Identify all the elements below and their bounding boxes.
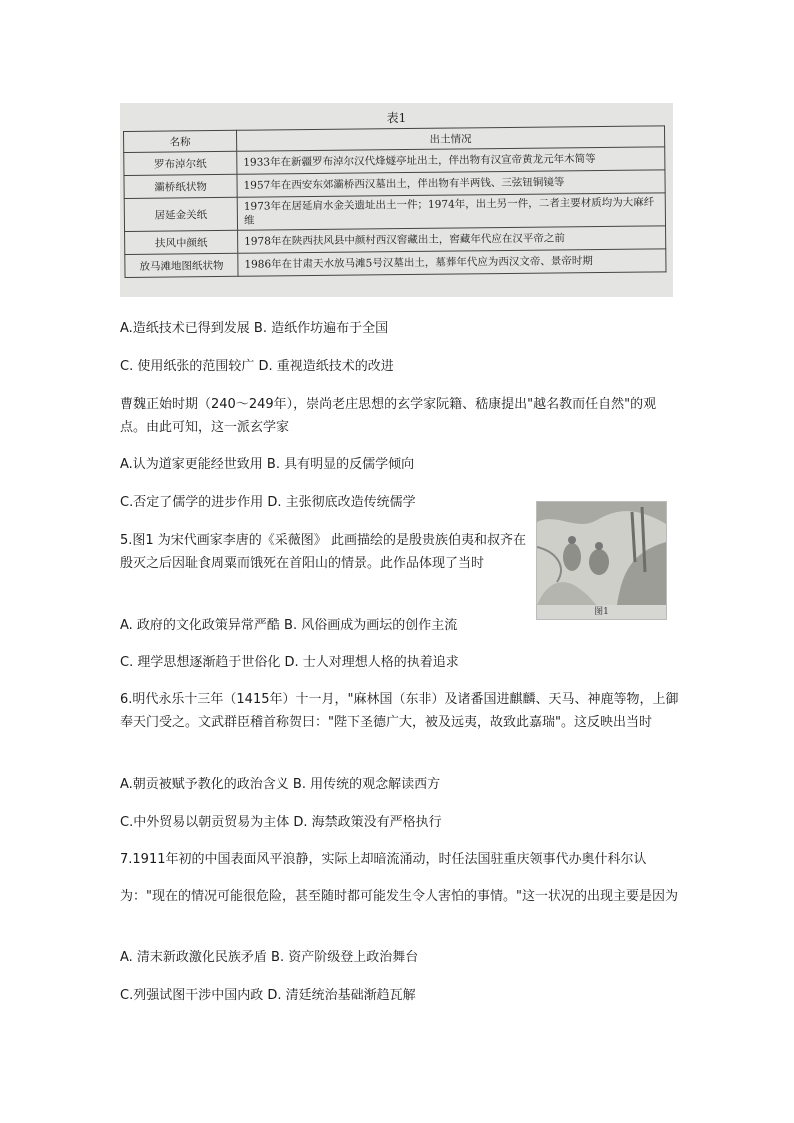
question-5-stem: 5.图1 为宋代画家李唐的《采薇图》 此画描绘的是殷贵族伯夷和叔齐在殷灭之后因耻食周粟而饿死在首阳山的情景。此作品体现了当时 [120,533,526,571]
option-line: C.列强试图干涉中国内政 D. 清廷统治基础渐趋瓦解 [120,988,416,1003]
option-line: A.认为道家更能经世致用 B. 具有明显的反儒学倾向 [120,457,415,472]
table-cell-desc: 1933年在新疆罗布淖尔汉代烽燧亭址出土，伴出物有汉宣帝黄龙元年木简等 [237,147,665,174]
figure-caption: 图1 [594,607,609,617]
excavation-table [123,125,667,278]
table-cell-name: 居延金关纸 [124,197,237,231]
table-row [125,249,666,278]
option-line: A. 清末新政激化民族矛盾 B. 资产阶级登上政治舞台 [120,950,419,965]
table-cell-desc: 1973年在居延肩水金关遗址出土一件；1974年，出土另一件，二者主要材质均为大麻纤维 [237,193,665,230]
table-cell-desc: 1986年在甘肃天水放马滩5号汉墓出土，墓葬年代应为西汉文帝、景帝时期 [238,249,666,276]
option-line: C. 使用纸张的范围较广 D. 重视造纸技术的改进 [120,359,394,374]
table-cell-desc: 1978年在陕西扶风县中颜村西汉窖藏出土，窖藏年代应在汉平帝之前 [238,226,666,253]
table-caption: 表1 [386,111,407,125]
painting-figure [536,501,667,620]
option-line: A.朝贡被赋予教化的政治含义 B. 用传统的观念解读西方 [120,777,441,792]
question-7-stem-line1: 7.1911年初的中国表面风平浪静，实际上却暗流涌动，时任法国驻重庆领事代办奥什科尔认 [120,852,647,867]
table-cell-name: 放马滩地图纸状物 [125,253,238,277]
option-line: C.否定了儒学的进步作用 D. 主张彻底改造传统儒学 [120,495,416,510]
table-header-situation: 出土情况 [236,126,664,151]
table-1-photo [120,103,673,297]
caiwei-painting-image [537,502,666,605]
option-line: A.造纸技术已得到发展 B. 造纸作坊遍布于全国 [120,321,389,336]
table-cell-name: 扶风中颜纸 [125,230,238,254]
question-6-stem: 6.明代永乐十三年（1415年）十一月，"麻林国（东非）及诸番国进麒麟、天马、神鹿等物，上御奉天门受之。文武群臣稽首称贺曰："陛下圣德广大，被及远夷，故致此嘉瑞"。这反映出当时 [120,692,679,730]
table-cell-name: 灞桥纸状物 [124,174,237,198]
question-stem: 曹魏正始时期（240～249年），崇尚老庄思想的玄学家阮籍、嵇康提出"越名教而任自然"的观点。由此可知，这一派玄学家 [120,397,657,435]
table-cell-desc: 1957年在西安东郊灞桥西汉墓出土，伴出物有半两钱、三弦钮铜镜等 [237,170,665,197]
option-line: A. 政府的文化政策异常严酷 B. 风俗画成为画坛的创作主流 [120,618,458,633]
table-cell-name: 罗布淖尔纸 [124,151,237,175]
option-line: C.中外贸易以朝贡贸易为主体 D. 海禁政策没有严格执行 [120,815,442,830]
table-header-name: 名称 [124,130,237,152]
option-line: C. 理学思想逐渐趋于世俗化 D. 士人对理想人格的执着追求 [120,655,459,670]
question-7-stem-line2: 为："现在的情况可能很危险，甚至随时都可能发生令人害怕的事情。"这一状况的出现主要是因为 [120,889,678,904]
